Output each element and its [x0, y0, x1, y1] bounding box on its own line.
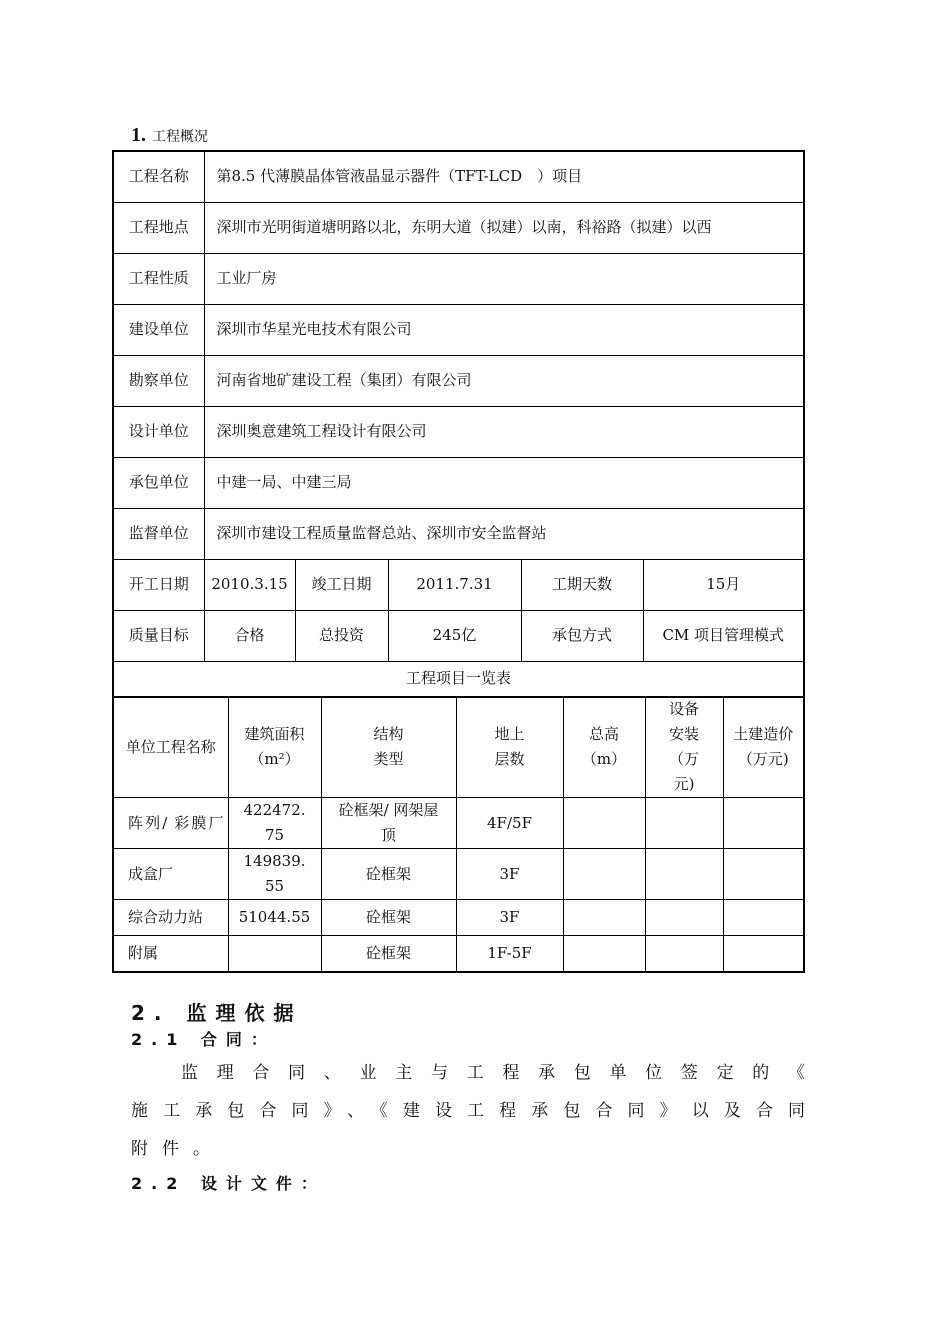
row-value: 深圳市光明街道塘明路以北，东明大道（拟建）以南，科裕路（拟建）以西 — [204, 202, 804, 253]
cell-height — [563, 798, 645, 849]
overview-row — [113, 457, 804, 508]
table-row — [113, 900, 804, 936]
row-value: 河南省地矿建设工程（集团）有限公司 — [204, 355, 804, 406]
cell-area: 51044.55 — [228, 900, 321, 936]
start-date-value: 2010.3.15 — [204, 559, 295, 610]
cell-name: 阵列/ 彩膜厂 — [113, 798, 228, 849]
cell-civil — [723, 936, 804, 972]
overview-table — [112, 150, 805, 698]
cell-name: 附属 — [113, 936, 228, 972]
project-list-title: 工程项目一览表 — [113, 661, 804, 697]
overview-row — [113, 151, 804, 202]
header-structure: 结构类型 — [321, 697, 456, 798]
investment-value: 245亿 — [388, 610, 521, 661]
project-list-header-row — [113, 697, 804, 798]
overview-row — [113, 253, 804, 304]
cell-civil — [723, 900, 804, 936]
overview-row — [113, 355, 804, 406]
row-label: 承包单位 — [113, 457, 204, 508]
row-value: 中建一局、中建三局 — [204, 457, 804, 508]
cell-equipment — [645, 936, 723, 972]
row-value: 深圳市华星光电技术有限公司 — [204, 304, 804, 355]
cell-civil — [723, 849, 804, 900]
paragraph-line: 附件。 — [131, 1139, 224, 1159]
cell-area: 422472.75 — [228, 798, 321, 849]
header-name: 单位工程名称 — [113, 697, 228, 798]
row-label: 建设单位 — [113, 304, 204, 355]
duration-label: 工期天数 — [521, 559, 643, 610]
header-floors: 地上层数 — [456, 697, 563, 798]
section-1-title: 工程概况 — [152, 129, 208, 145]
cell-floors: 4F/5F — [456, 798, 563, 849]
dates-row — [113, 559, 804, 610]
row-value: 深圳市建设工程质量监督总站、深圳市安全监督站 — [204, 508, 804, 559]
header-civil: 土建造价（万元) — [723, 697, 804, 798]
cell-name: 综合动力站 — [113, 900, 228, 936]
row-label: 工程名称 — [113, 151, 204, 202]
cell-height — [563, 900, 645, 936]
cell-floors: 3F — [456, 900, 563, 936]
quality-target-value: 合格 — [204, 610, 295, 661]
quality-target-label: 质量目标 — [113, 610, 204, 661]
section-2-2-title: 2.2 设计文件： — [131, 1174, 326, 1193]
investment-label: 总投资 — [295, 610, 388, 661]
start-date-label: 开工日期 — [113, 559, 204, 610]
cell-equipment — [645, 798, 723, 849]
cell-structure: 砼框架 — [321, 849, 456, 900]
end-date-label: 竣工日期 — [295, 559, 388, 610]
cell-floors: 3F — [456, 849, 563, 900]
cell-floors: 1F-5F — [456, 936, 563, 972]
duration-value: 15月 — [643, 559, 804, 610]
row-label: 勘察单位 — [113, 355, 204, 406]
paragraph-line: 监理合同、业主与工程承包单位签定的《 — [181, 1063, 819, 1083]
cell-area: 149839.55 — [228, 849, 321, 900]
quality-row — [113, 610, 804, 661]
cell-equipment — [645, 900, 723, 936]
cell-height — [563, 849, 645, 900]
cell-area — [228, 936, 321, 972]
row-label: 工程地点 — [113, 202, 204, 253]
cell-name: 成盒厂 — [113, 849, 228, 900]
row-value: 工业厂房 — [204, 253, 804, 304]
overview-row — [113, 406, 804, 457]
row-value: 深圳奥意建筑工程设计有限公司 — [204, 406, 804, 457]
contract-method-value: CM 项目管理模式 — [643, 610, 804, 661]
list-title-row — [113, 661, 804, 697]
project-list-table — [112, 696, 805, 973]
section-2-1-paragraph — [131, 1054, 819, 1168]
row-label: 设计单位 — [113, 406, 204, 457]
cell-civil — [723, 798, 804, 849]
end-date-value: 2011.7.31 — [388, 559, 521, 610]
section-1-heading — [131, 124, 208, 147]
cell-equipment — [645, 849, 723, 900]
table-row — [113, 798, 804, 849]
section-2-title: 2. 监理依据 — [131, 1001, 303, 1025]
overview-row — [113, 304, 804, 355]
table-row — [113, 936, 804, 972]
cell-structure: 砼框架 — [321, 900, 456, 936]
paragraph-line: 施工承包合同》、《建设工程承包合同》以及合同 — [131, 1101, 819, 1121]
overview-row — [113, 508, 804, 559]
cell-structure: 砼框架/ 网架屋顶 — [321, 798, 456, 849]
row-label: 监督单位 — [113, 508, 204, 559]
overview-row — [113, 202, 804, 253]
header-height: 总高（m） — [563, 697, 645, 798]
header-equipment: 设备安装（万元) — [645, 697, 723, 798]
cell-structure: 砼框架 — [321, 936, 456, 972]
cell-height — [563, 936, 645, 972]
header-area: 建筑面积（m²） — [228, 697, 321, 798]
contract-method-label: 承包方式 — [521, 610, 643, 661]
row-label: 工程性质 — [113, 253, 204, 304]
row-value: 第8.5 代薄膜晶体管液晶显示器件（TFT-LCD ）项目 — [204, 151, 804, 202]
section-2-1-title: 2.1 合同： — [131, 1030, 276, 1049]
table-row — [113, 849, 804, 900]
section-1-number: 1. — [131, 124, 146, 146]
